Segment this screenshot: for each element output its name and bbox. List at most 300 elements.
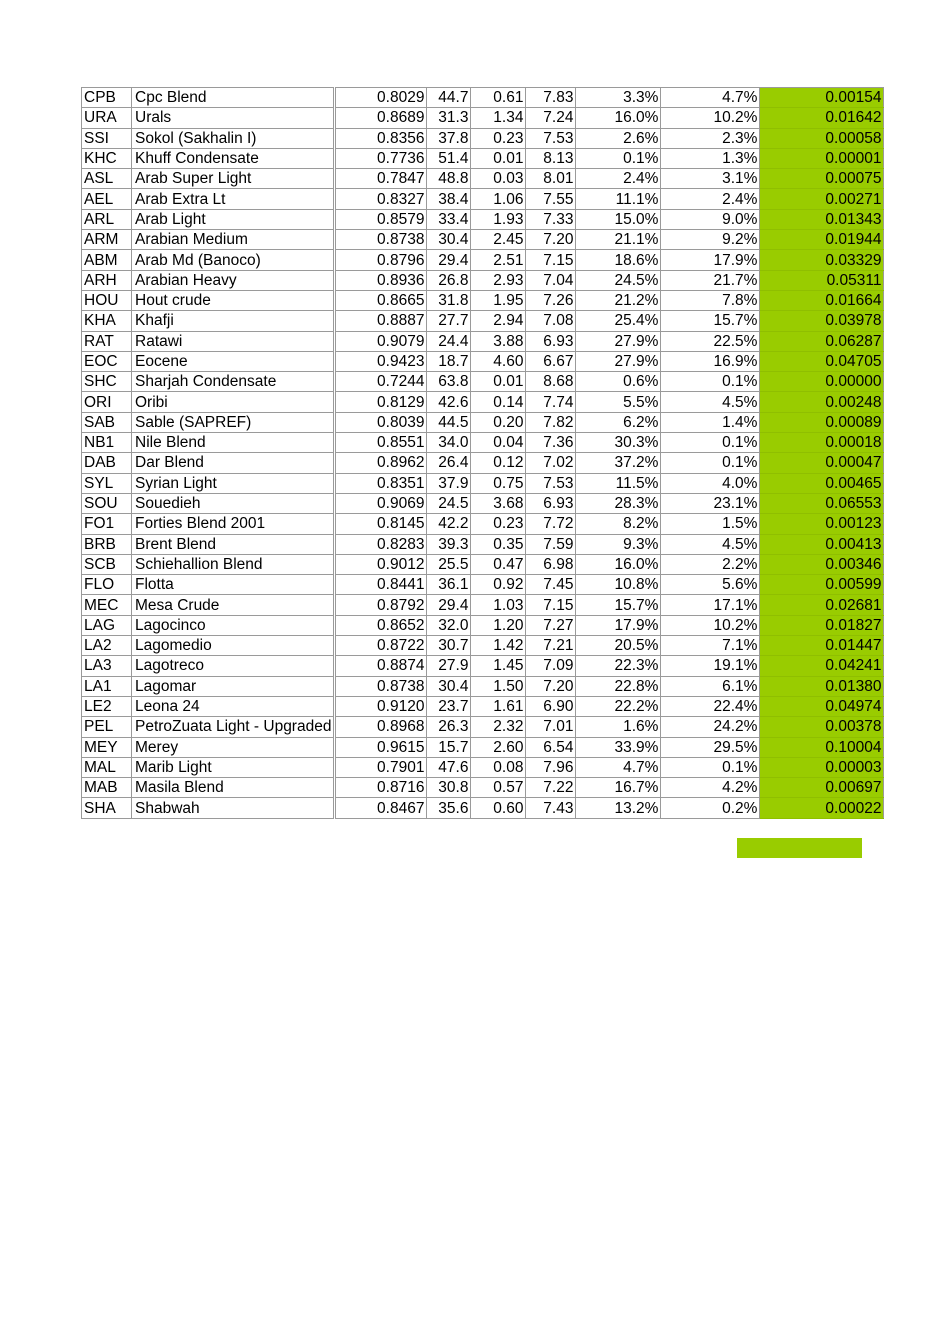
- percent-a-cell: 20.5%: [576, 636, 661, 656]
- crude-name-cell: [132, 412, 335, 432]
- crude-name-cell: [132, 209, 335, 229]
- table-row: [82, 636, 884, 656]
- factor-cell: 7.53: [526, 128, 576, 148]
- sulfur-cell: 2.94: [471, 311, 526, 331]
- percent-a-cell: 0.6%: [576, 372, 661, 392]
- percent-b-cell: 16.9%: [661, 351, 760, 371]
- index-value-cell: 0.00075: [760, 169, 884, 189]
- crude-code-cell: CPB: [82, 88, 132, 108]
- index-value-cell: 0.00089: [760, 412, 884, 432]
- sulfur-cell: 0.01: [471, 148, 526, 168]
- crude-name-text: Hout crude: [135, 292, 211, 310]
- crude-name-text: Brent Blend: [135, 535, 216, 553]
- specific-gravity-cell: 0.8968: [335, 717, 427, 737]
- crude-name-text: Sable (SAPREF): [135, 413, 252, 431]
- sulfur-cell: 1.50: [471, 676, 526, 696]
- percent-a-cell: 33.9%: [576, 737, 661, 757]
- table-row: [82, 575, 884, 595]
- crude-name-cell: [132, 433, 335, 453]
- table-row: [82, 88, 884, 108]
- table-row: [82, 798, 884, 818]
- sulfur-cell: 0.14: [471, 392, 526, 412]
- sulfur-cell: 1.06: [471, 189, 526, 209]
- percent-b-cell: 17.9%: [661, 250, 760, 270]
- crude-name-text: Arabian Medium: [135, 231, 248, 249]
- table-row: [82, 473, 884, 493]
- index-value-cell: 0.04705: [760, 351, 884, 371]
- specific-gravity-cell: 0.8467: [335, 798, 427, 818]
- specific-gravity-cell: 0.8689: [335, 108, 427, 128]
- crude-name-text: Khafji: [135, 312, 174, 330]
- crude-name-text: Lagotreco: [135, 657, 204, 675]
- factor-cell: 8.13: [526, 148, 576, 168]
- table-row: [82, 514, 884, 534]
- api-gravity-cell: 36.1: [427, 575, 471, 595]
- sulfur-cell: 2.51: [471, 250, 526, 270]
- percent-a-cell: 2.6%: [576, 128, 661, 148]
- crude-name-text: Lagocinco: [135, 616, 206, 634]
- factor-cell: 7.15: [526, 595, 576, 615]
- crude-assay-table: [81, 87, 884, 819]
- specific-gravity-cell: 0.8351: [335, 473, 427, 493]
- percent-a-cell: 22.8%: [576, 676, 661, 696]
- specific-gravity-cell: 0.9423: [335, 351, 427, 371]
- crude-name-cell: [132, 798, 335, 818]
- crude-name-text: Flotta: [135, 576, 174, 594]
- crude-code-cell: FO1: [82, 514, 132, 534]
- crude-code-cell: ARL: [82, 209, 132, 229]
- specific-gravity-cell: 0.8039: [335, 412, 427, 432]
- index-value-cell: 0.00000: [760, 372, 884, 392]
- table-row: [82, 351, 884, 371]
- factor-cell: 7.20: [526, 676, 576, 696]
- factor-cell: 6.54: [526, 737, 576, 757]
- api-gravity-cell: 24.5: [427, 493, 471, 513]
- percent-a-cell: 6.2%: [576, 412, 661, 432]
- crude-name-text: Leona 24: [135, 698, 200, 716]
- percent-a-cell: 16.0%: [576, 108, 661, 128]
- table-row: [82, 230, 884, 250]
- crude-name-cell: [132, 636, 335, 656]
- percent-b-cell: 1.3%: [661, 148, 760, 168]
- api-gravity-cell: 26.4: [427, 453, 471, 473]
- api-gravity-cell: 47.6: [427, 757, 471, 777]
- api-gravity-cell: 18.7: [427, 351, 471, 371]
- api-gravity-cell: 31.8: [427, 290, 471, 310]
- percent-a-cell: 25.4%: [576, 311, 661, 331]
- crude-name-cell: [132, 189, 335, 209]
- index-value-cell: 0.04241: [760, 656, 884, 676]
- factor-cell: 6.67: [526, 351, 576, 371]
- api-gravity-cell: 48.8: [427, 169, 471, 189]
- table-row: [82, 169, 884, 189]
- sulfur-cell: 0.04: [471, 433, 526, 453]
- crude-name-cell: [132, 351, 335, 371]
- crude-name-text: Lagomar: [135, 677, 197, 695]
- crude-name-cell: [132, 372, 335, 392]
- api-gravity-cell: 26.3: [427, 717, 471, 737]
- crude-name-cell: [132, 737, 335, 757]
- crude-name-cell: [132, 108, 335, 128]
- crude-code-cell: ORI: [82, 392, 132, 412]
- factor-cell: 8.01: [526, 169, 576, 189]
- percent-b-cell: 29.5%: [661, 737, 760, 757]
- table-row: [82, 128, 884, 148]
- api-gravity-cell: 31.3: [427, 108, 471, 128]
- percent-b-cell: 7.8%: [661, 290, 760, 310]
- factor-cell: 7.26: [526, 290, 576, 310]
- crude-name-text: Schiehallion Blend: [135, 555, 263, 573]
- index-value-cell: 0.02681: [760, 595, 884, 615]
- crude-code-cell: FLO: [82, 575, 132, 595]
- crude-code-cell: EOC: [82, 351, 132, 371]
- specific-gravity-cell: 0.8029: [335, 88, 427, 108]
- percent-b-cell: 6.1%: [661, 676, 760, 696]
- table-row: [82, 290, 884, 310]
- percent-a-cell: 21.2%: [576, 290, 661, 310]
- sulfur-cell: 0.47: [471, 554, 526, 574]
- crude-name-cell: [132, 575, 335, 595]
- sulfur-cell: 0.03: [471, 169, 526, 189]
- crude-code-cell: URA: [82, 108, 132, 128]
- crude-name-cell: [132, 311, 335, 331]
- factor-cell: 6.98: [526, 554, 576, 574]
- percent-a-cell: 17.9%: [576, 615, 661, 635]
- crude-code-cell: KHC: [82, 148, 132, 168]
- crude-code-cell: SHC: [82, 372, 132, 392]
- crude-code-cell: NB1: [82, 433, 132, 453]
- index-value-cell: 0.01827: [760, 615, 884, 635]
- table-row: [82, 270, 884, 290]
- crude-code-cell: SCB: [82, 554, 132, 574]
- crude-code-cell: LE2: [82, 696, 132, 716]
- crude-name-cell: [132, 514, 335, 534]
- api-gravity-cell: 24.4: [427, 331, 471, 351]
- factor-cell: 7.53: [526, 473, 576, 493]
- api-gravity-cell: 27.7: [427, 311, 471, 331]
- percent-a-cell: 3.3%: [576, 88, 661, 108]
- factor-cell: 7.02: [526, 453, 576, 473]
- api-gravity-cell: 30.7: [427, 636, 471, 656]
- table-row: [82, 433, 884, 453]
- crude-name-cell: [132, 656, 335, 676]
- crude-name-text: Lagomedio: [135, 637, 212, 655]
- crude-name-text: Souedieh: [135, 495, 201, 513]
- sulfur-cell: 1.03: [471, 595, 526, 615]
- api-gravity-cell: 34.0: [427, 433, 471, 453]
- index-value-cell: 0.00022: [760, 798, 884, 818]
- sulfur-cell: 0.92: [471, 575, 526, 595]
- index-value-cell: 0.03329: [760, 250, 884, 270]
- crude-code-cell: SSI: [82, 128, 132, 148]
- table-row: [82, 453, 884, 473]
- crude-name-text: Forties Blend 2001: [135, 515, 266, 533]
- percent-a-cell: 1.6%: [576, 717, 661, 737]
- crude-name-cell: [132, 757, 335, 777]
- api-gravity-cell: 15.7: [427, 737, 471, 757]
- summary-highlight-cell: [737, 838, 862, 858]
- specific-gravity-cell: 0.8283: [335, 534, 427, 554]
- percent-b-cell: 1.4%: [661, 412, 760, 432]
- sulfur-cell: 0.23: [471, 128, 526, 148]
- percent-b-cell: 22.5%: [661, 331, 760, 351]
- index-value-cell: 0.00248: [760, 392, 884, 412]
- crude-name-cell: [132, 778, 335, 798]
- crude-code-cell: SYL: [82, 473, 132, 493]
- percent-b-cell: 2.2%: [661, 554, 760, 574]
- crude-name-cell: [132, 453, 335, 473]
- percent-b-cell: 21.7%: [661, 270, 760, 290]
- table-row: [82, 717, 884, 737]
- percent-b-cell: 19.1%: [661, 656, 760, 676]
- crude-code-cell: ARH: [82, 270, 132, 290]
- percent-b-cell: 2.3%: [661, 128, 760, 148]
- table-row: [82, 493, 884, 513]
- crude-name-text: Merey: [135, 738, 179, 756]
- factor-cell: 7.45: [526, 575, 576, 595]
- percent-b-cell: 15.7%: [661, 311, 760, 331]
- percent-b-cell: 9.2%: [661, 230, 760, 250]
- specific-gravity-cell: 0.7244: [335, 372, 427, 392]
- table-row: [82, 676, 884, 696]
- table-row: [82, 656, 884, 676]
- table-row: [82, 757, 884, 777]
- percent-b-cell: 0.1%: [661, 433, 760, 453]
- specific-gravity-cell: 0.8887: [335, 311, 427, 331]
- crude-name-text: Dar Blend: [135, 454, 204, 472]
- table-row: [82, 372, 884, 392]
- api-gravity-cell: 26.8: [427, 270, 471, 290]
- crude-name-text: Arabian Heavy: [135, 271, 237, 289]
- api-gravity-cell: 32.0: [427, 615, 471, 635]
- sulfur-cell: 1.61: [471, 696, 526, 716]
- percent-a-cell: 13.2%: [576, 798, 661, 818]
- percent-a-cell: 11.1%: [576, 189, 661, 209]
- crude-code-cell: ARM: [82, 230, 132, 250]
- index-value-cell: 0.00058: [760, 128, 884, 148]
- index-value-cell: 0.00271: [760, 189, 884, 209]
- index-value-cell: 0.00697: [760, 778, 884, 798]
- sulfur-cell: 3.88: [471, 331, 526, 351]
- api-gravity-cell: 37.8: [427, 128, 471, 148]
- crude-name-cell: [132, 615, 335, 635]
- factor-cell: 7.33: [526, 209, 576, 229]
- specific-gravity-cell: 0.8722: [335, 636, 427, 656]
- specific-gravity-cell: 0.8796: [335, 250, 427, 270]
- crude-code-cell: MEY: [82, 737, 132, 757]
- percent-b-cell: 2.4%: [661, 189, 760, 209]
- percent-a-cell: 22.2%: [576, 696, 661, 716]
- sulfur-cell: 2.32: [471, 717, 526, 737]
- factor-cell: 8.68: [526, 372, 576, 392]
- crude-code-cell: KHA: [82, 311, 132, 331]
- crude-name-text: Mesa Crude: [135, 596, 220, 614]
- index-value-cell: 0.01447: [760, 636, 884, 656]
- table-row: [82, 412, 884, 432]
- factor-cell: 6.93: [526, 331, 576, 351]
- crude-name-text: Urals: [135, 109, 172, 127]
- index-value-cell: 0.06553: [760, 493, 884, 513]
- factor-cell: 7.27: [526, 615, 576, 635]
- index-value-cell: 0.03978: [760, 311, 884, 331]
- table-row: [82, 554, 884, 574]
- crude-code-cell: MAB: [82, 778, 132, 798]
- factor-cell: 7.96: [526, 757, 576, 777]
- crude-code-cell: DAB: [82, 453, 132, 473]
- sulfur-cell: 3.68: [471, 493, 526, 513]
- sulfur-cell: 0.35: [471, 534, 526, 554]
- index-value-cell: 0.00123: [760, 514, 884, 534]
- sulfur-cell: 4.60: [471, 351, 526, 371]
- specific-gravity-cell: 0.8356: [335, 128, 427, 148]
- crude-code-cell: MAL: [82, 757, 132, 777]
- percent-a-cell: 27.9%: [576, 351, 661, 371]
- specific-gravity-cell: 0.7847: [335, 169, 427, 189]
- percent-b-cell: 0.1%: [661, 757, 760, 777]
- table-row: [82, 615, 884, 635]
- specific-gravity-cell: 0.8936: [335, 270, 427, 290]
- percent-a-cell: 2.4%: [576, 169, 661, 189]
- percent-a-cell: 24.5%: [576, 270, 661, 290]
- crude-code-cell: SHA: [82, 798, 132, 818]
- crude-name-text: Cpc Blend: [135, 89, 207, 107]
- percent-a-cell: 28.3%: [576, 493, 661, 513]
- percent-a-cell: 15.7%: [576, 595, 661, 615]
- specific-gravity-cell: 0.8738: [335, 676, 427, 696]
- api-gravity-cell: 30.8: [427, 778, 471, 798]
- index-value-cell: 0.00003: [760, 757, 884, 777]
- percent-b-cell: 3.1%: [661, 169, 760, 189]
- sulfur-cell: 1.42: [471, 636, 526, 656]
- factor-cell: 7.21: [526, 636, 576, 656]
- api-gravity-cell: 30.4: [427, 230, 471, 250]
- percent-b-cell: 23.1%: [661, 493, 760, 513]
- percent-a-cell: 30.3%: [576, 433, 661, 453]
- crude-name-cell: [132, 696, 335, 716]
- crude-code-cell: SOU: [82, 493, 132, 513]
- percent-b-cell: 22.4%: [661, 696, 760, 716]
- api-gravity-cell: 39.3: [427, 534, 471, 554]
- api-gravity-cell: 63.8: [427, 372, 471, 392]
- percent-b-cell: 4.5%: [661, 392, 760, 412]
- index-value-cell: 0.00154: [760, 88, 884, 108]
- factor-cell: 7.22: [526, 778, 576, 798]
- table-row: [82, 392, 884, 412]
- index-value-cell: 0.05311: [760, 270, 884, 290]
- percent-a-cell: 27.9%: [576, 331, 661, 351]
- factor-cell: 7.01: [526, 717, 576, 737]
- crude-name-text: Marib Light: [135, 758, 212, 776]
- percent-a-cell: 4.7%: [576, 757, 661, 777]
- table-row: [82, 209, 884, 229]
- api-gravity-cell: 30.4: [427, 676, 471, 696]
- sulfur-cell: 0.75: [471, 473, 526, 493]
- table-body: [82, 88, 884, 819]
- crude-code-cell: BRB: [82, 534, 132, 554]
- factor-cell: 7.15: [526, 250, 576, 270]
- specific-gravity-cell: 0.8129: [335, 392, 427, 412]
- crude-name-text: Masila Blend: [135, 779, 224, 797]
- specific-gravity-cell: 0.7736: [335, 148, 427, 168]
- index-value-cell: 0.01343: [760, 209, 884, 229]
- crude-name-cell: [132, 534, 335, 554]
- table-row: [82, 108, 884, 128]
- crude-name-cell: [132, 392, 335, 412]
- index-value-cell: 0.00001: [760, 148, 884, 168]
- crude-name-cell: [132, 554, 335, 574]
- percent-a-cell: 18.6%: [576, 250, 661, 270]
- index-value-cell: 0.00378: [760, 717, 884, 737]
- crude-code-cell: MEC: [82, 595, 132, 615]
- percent-a-cell: 8.2%: [576, 514, 661, 534]
- specific-gravity-cell: 0.8327: [335, 189, 427, 209]
- sulfur-cell: 0.01: [471, 372, 526, 392]
- specific-gravity-cell: 0.8962: [335, 453, 427, 473]
- sulfur-cell: 2.93: [471, 270, 526, 290]
- crude-code-cell: LAG: [82, 615, 132, 635]
- percent-a-cell: 10.8%: [576, 575, 661, 595]
- crude-name-text: Khuff Condensate: [135, 150, 259, 168]
- percent-a-cell: 16.7%: [576, 778, 661, 798]
- crude-code-cell: HOU: [82, 290, 132, 310]
- specific-gravity-cell: 0.8716: [335, 778, 427, 798]
- factor-cell: 7.04: [526, 270, 576, 290]
- crude-code-cell: ABM: [82, 250, 132, 270]
- crude-code-cell: LA1: [82, 676, 132, 696]
- crude-name-cell: [132, 148, 335, 168]
- factor-cell: 7.55: [526, 189, 576, 209]
- crude-name-text: Arab Extra Lt: [135, 190, 226, 208]
- specific-gravity-cell: 0.8579: [335, 209, 427, 229]
- crude-name-text: PetroZuata Light - Upgraded: [135, 718, 332, 736]
- crude-name-cell: [132, 230, 335, 250]
- crude-code-cell: PEL: [82, 717, 132, 737]
- factor-cell: 7.36: [526, 433, 576, 453]
- factor-cell: 6.93: [526, 493, 576, 513]
- crude-code-cell: SAB: [82, 412, 132, 432]
- sulfur-cell: 1.34: [471, 108, 526, 128]
- crude-code-cell: LA2: [82, 636, 132, 656]
- index-value-cell: 0.01664: [760, 290, 884, 310]
- percent-b-cell: 4.0%: [661, 473, 760, 493]
- percent-a-cell: 9.3%: [576, 534, 661, 554]
- percent-a-cell: 37.2%: [576, 453, 661, 473]
- percent-b-cell: 7.1%: [661, 636, 760, 656]
- crude-name-text: Arab Md (Banoco): [135, 251, 261, 269]
- specific-gravity-cell: 0.8738: [335, 230, 427, 250]
- specific-gravity-cell: 0.9120: [335, 696, 427, 716]
- index-value-cell: 0.04974: [760, 696, 884, 716]
- index-value-cell: 0.00465: [760, 473, 884, 493]
- crude-name-cell: [132, 169, 335, 189]
- crude-name-text: Arab Light: [135, 210, 206, 228]
- sulfur-cell: 2.45: [471, 230, 526, 250]
- table-row: [82, 778, 884, 798]
- percent-b-cell: 17.1%: [661, 595, 760, 615]
- index-value-cell: 0.00413: [760, 534, 884, 554]
- sulfur-cell: 0.20: [471, 412, 526, 432]
- sulfur-cell: 0.23: [471, 514, 526, 534]
- crude-name-text: Sharjah Condensate: [135, 373, 277, 391]
- factor-cell: 7.08: [526, 311, 576, 331]
- percent-a-cell: 16.0%: [576, 554, 661, 574]
- specific-gravity-cell: 0.9615: [335, 737, 427, 757]
- crude-name-cell: [132, 270, 335, 290]
- sulfur-cell: 1.20: [471, 615, 526, 635]
- percent-a-cell: 5.5%: [576, 392, 661, 412]
- percent-b-cell: 1.5%: [661, 514, 760, 534]
- api-gravity-cell: 35.6: [427, 798, 471, 818]
